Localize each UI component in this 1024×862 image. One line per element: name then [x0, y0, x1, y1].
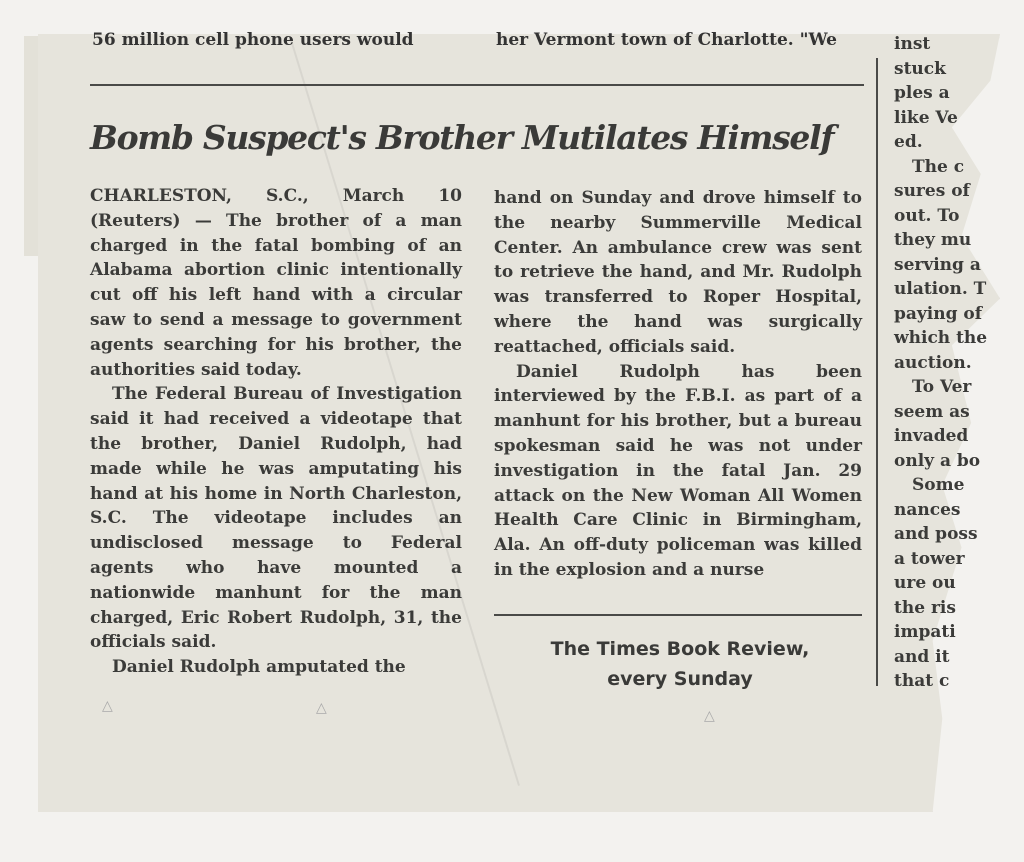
- column-line: a tower: [894, 548, 965, 569]
- column-line: stuck: [894, 58, 946, 79]
- article-column-3: [894, 32, 988, 692]
- column-line: invaded: [894, 426, 969, 446]
- column-line: they mu: [894, 230, 972, 250]
- column-line: and poss: [894, 524, 978, 544]
- column-line: that c: [894, 671, 950, 691]
- paragraph: The Federal Bureau of Investigation said it had received a videotape that the brother, Daniel Rudolph, had made while he was amputating his hand at his home in North Charleston, S.C. The videotape includes an undisclosed message to Federal agents who have mounted a nationwide manhunt for the man charged, Eric Robert Rudolph, 31, the officials said.: [90, 384, 462, 653]
- column-line: serving a: [894, 254, 981, 275]
- promo-box: [520, 634, 840, 694]
- headline: Bomb Suspect's Brother Mutilates Himself: [90, 118, 834, 157]
- column-line: which the: [894, 328, 988, 348]
- column-line: inst: [894, 34, 931, 54]
- paragraph: Daniel Rudolph has been interviewed by the F.B.I. as part of a manhunt for his brother, but a bureau spokesman said he was not under investigation in the fatal Jan. 29 attack on the New Woman All Women Health Care Clinic in Birmingham, Ala. An off-duty policeman was killed in the explosion and a nurse: [494, 361, 862, 580]
- column-line: ulation. T: [894, 279, 987, 299]
- column-line: To Ver: [912, 377, 972, 397]
- staple-mark: △: [102, 698, 113, 714]
- article-column-2: [494, 186, 862, 583]
- column-line: seem as: [894, 401, 970, 422]
- column-line: impati: [894, 622, 956, 642]
- top-rule: [90, 84, 864, 86]
- top-fragment-right: her Vermont town of Charlotte. "We: [496, 30, 837, 50]
- column-line: and it: [894, 646, 950, 667]
- paragraph: Daniel Rudolph amputated the: [112, 657, 406, 678]
- column-line: ed.: [894, 132, 923, 152]
- article-column-1: [90, 184, 462, 680]
- staple-mark: △: [316, 700, 327, 716]
- paragraph: hand on Sunday and drove himself to the nearby Summerville Medical Center. An ambulance crew was sent to retrieve the hand, and Mr. Rudolph was transferred to Roper Hospital, where the hand was surgically reattached, officials said.: [494, 188, 862, 357]
- column-line: only a bo: [894, 450, 981, 471]
- column-line: ples a: [894, 83, 950, 103]
- promo-line-1: The Times Book Review,: [550, 638, 810, 660]
- column-line: auction.: [894, 352, 972, 373]
- column-line: ure ou: [894, 573, 956, 593]
- column-line: nances: [894, 499, 961, 520]
- promo-rule: [494, 614, 862, 616]
- staple-mark: △: [704, 708, 715, 724]
- column-line: sures of: [894, 181, 970, 201]
- column-line: like Ve: [894, 107, 958, 128]
- column-line: The c: [912, 156, 965, 177]
- column-line: Some: [912, 475, 965, 495]
- paragraph: CHARLESTON, S.C., March 10 (Reuters) — The brother of a man charged in the fatal bombing of an Alabama abortion clinic intentionally cut off his left hand with a circular saw to send a message to government agents searching for his brother, the authorities said today.: [90, 186, 462, 380]
- top-fragment-left: 56 million cell phone users would: [92, 30, 414, 50]
- column-line: paying of: [894, 303, 983, 324]
- column-line: the ris: [894, 597, 956, 618]
- column-line: out. To: [894, 205, 960, 226]
- promo-line-2: every Sunday: [607, 668, 753, 690]
- column-rule: [876, 58, 878, 686]
